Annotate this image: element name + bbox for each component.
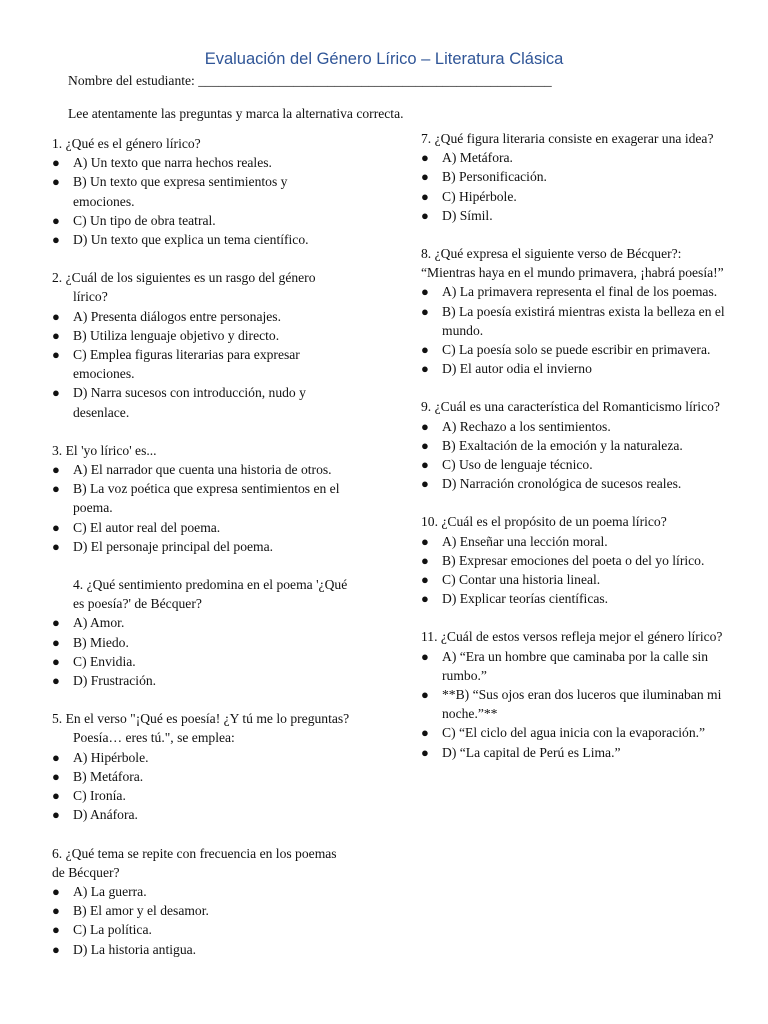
option-text: B) Personificación.	[442, 169, 547, 185]
option-text: D) La historia antigua.	[73, 941, 197, 957]
option-item[interactable]	[52, 633, 352, 652]
bullet-icon: ●	[421, 207, 429, 223]
option-list	[421, 148, 726, 225]
option-item[interactable]	[52, 920, 352, 939]
option-text: C) Hipérbole.	[442, 188, 517, 204]
option-item[interactable]	[52, 652, 352, 671]
bullet-icon: ●	[52, 615, 60, 631]
bullet-icon: ●	[52, 788, 60, 804]
option-text: B) Expresar emociones del poeta o del yo lírico.	[442, 552, 705, 568]
option-text: D) Un texto que explica un tema científico.	[73, 232, 309, 248]
option-item[interactable]	[52, 518, 352, 537]
option-text: C) La política.	[73, 922, 152, 938]
option-item[interactable]	[421, 570, 726, 589]
option-text: B) Miedo.	[73, 634, 129, 650]
option-list	[52, 307, 352, 422]
option-text: A) Rechazo a los sentimientos.	[442, 418, 611, 434]
bullet-icon: ●	[421, 169, 429, 185]
bullet-icon: ●	[52, 922, 60, 938]
option-item[interactable]	[421, 532, 726, 551]
option-item[interactable]	[421, 206, 726, 225]
option-item[interactable]	[421, 589, 726, 608]
bullet-icon: ●	[421, 284, 429, 300]
question-9	[421, 397, 726, 493]
bullet-icon: ●	[52, 538, 60, 554]
question-2	[52, 268, 352, 422]
bullet-icon: ●	[421, 361, 429, 377]
option-item[interactable]	[52, 671, 352, 690]
bullet-icon: ●	[421, 476, 429, 492]
option-text: B) Utiliza lenguaje objetivo y directo.	[73, 327, 280, 343]
question-text: 3. El 'yo lírico' es...	[52, 442, 157, 458]
option-item[interactable]	[421, 187, 726, 206]
option-text: C) Emplea figuras literarias para expresar emociones.	[73, 347, 300, 382]
option-item[interactable]	[52, 537, 352, 556]
option-text: A) Hipérbole.	[73, 749, 149, 765]
student-name-line: Nombre del estudiante: ____________________________________________________	[68, 73, 552, 88]
question-1	[52, 134, 352, 249]
question-5	[52, 709, 352, 824]
option-item[interactable]	[421, 417, 726, 436]
left-column	[52, 134, 352, 978]
question-7	[421, 129, 726, 225]
option-text: C) El autor real del poema.	[73, 519, 221, 535]
option-text: B) El amor y el desamor.	[73, 903, 209, 919]
option-text: C) Uso de lenguaje técnico.	[442, 457, 593, 473]
bullet-icon: ●	[52, 385, 60, 401]
question-text: 10. ¿Cuál es el propósito de un poema lírico?	[421, 514, 667, 530]
option-list	[421, 417, 726, 494]
right-column	[421, 129, 726, 781]
option-list	[421, 647, 726, 762]
question-3	[52, 441, 352, 556]
option-list	[421, 532, 726, 609]
option-text: C) Envidia.	[73, 653, 136, 669]
bullet-icon: ●	[52, 155, 60, 171]
bullet-icon: ●	[421, 744, 429, 760]
option-text: A) “Era un hombre que caminaba por la calle sin rumbo.”	[442, 648, 709, 683]
bullet-icon: ●	[421, 591, 429, 607]
question-text: 5. En el verso "¡Qué es poesía! ¿Y tú me lo preguntas? Poesía… eres tú.", se emplea:	[52, 711, 350, 746]
option-text: A) El narrador que cuenta una historia de otros.	[73, 462, 332, 478]
bullet-icon: ●	[52, 212, 60, 228]
option-text: D) Anáfora.	[73, 807, 138, 823]
option-list	[421, 282, 726, 378]
bullet-icon: ●	[421, 457, 429, 473]
bullet-icon: ●	[52, 232, 60, 248]
option-item[interactable]	[52, 767, 352, 786]
option-text: A) Metáfora.	[442, 150, 513, 166]
bullet-icon: ●	[52, 519, 60, 535]
option-item[interactable]	[52, 230, 352, 249]
question-11	[421, 627, 726, 761]
option-text: C) La poesía solo se puede escribir en primavera.	[442, 342, 711, 358]
option-item[interactable]	[52, 940, 352, 959]
option-item[interactable]	[52, 786, 352, 805]
option-item[interactable]	[52, 383, 352, 421]
question-text: 1. ¿Qué es el género lírico?	[52, 136, 201, 151]
option-text: **B) “Sus ojos eran dos luceros que iluminaban mi noche.”**	[442, 687, 722, 722]
instructions: Lee atentamente las preguntas y marca la alternativa correcta.	[68, 106, 404, 121]
bullet-icon: ●	[421, 150, 429, 166]
question-6	[52, 844, 352, 959]
option-item[interactable]	[52, 307, 352, 326]
option-text: D) Frustración.	[73, 673, 157, 689]
option-text: C) “El ciclo del agua inicia con la evaporación.”	[442, 725, 706, 741]
option-item[interactable]	[421, 359, 726, 378]
question-text: 2. ¿Cuál de los siguientes es un rasgo del género lírico?	[52, 270, 316, 305]
option-text: D) Narración cronológica de sucesos reales.	[442, 476, 682, 492]
option-item[interactable]	[421, 455, 726, 474]
option-item[interactable]	[52, 901, 352, 920]
bullet-icon: ●	[421, 552, 429, 568]
bullet-icon: ●	[52, 903, 60, 919]
option-item[interactable]	[421, 282, 726, 301]
bullet-icon: ●	[52, 673, 60, 689]
option-item[interactable]	[421, 436, 726, 455]
option-item[interactable]	[52, 326, 352, 345]
bullet-icon: ●	[52, 462, 60, 478]
option-text: C) Ironía.	[73, 788, 126, 804]
option-item[interactable]	[421, 743, 726, 762]
bullet-icon: ●	[52, 653, 60, 669]
option-list	[52, 882, 352, 959]
option-text: D) “La capital de Perú es Lima.”	[442, 744, 621, 760]
option-text: C) Contar una historia lineal.	[442, 572, 601, 588]
option-text: D) Narra sucesos con introducción, nudo y desenlace.	[73, 385, 306, 420]
option-item[interactable]	[52, 479, 352, 517]
option-item[interactable]	[52, 882, 352, 901]
option-item[interactable]	[421, 647, 726, 685]
option-item[interactable]	[421, 340, 726, 359]
option-item[interactable]	[52, 172, 352, 210]
question-10	[421, 512, 726, 608]
option-text: D) Explicar teorías científicas.	[442, 591, 609, 607]
bullet-icon: ●	[421, 342, 429, 358]
bullet-icon: ●	[421, 725, 429, 741]
bullet-icon: ●	[421, 188, 429, 204]
option-text: A) Presenta diálogos entre personajes.	[73, 308, 281, 324]
bullet-icon: ●	[52, 941, 60, 957]
option-item[interactable]	[52, 460, 352, 479]
bullet-icon: ●	[421, 648, 429, 664]
option-text: B) La voz poética que expresa sentimientos en el poema.	[73, 481, 340, 516]
question-text: 4. ¿Qué sentimiento predomina en el poema '¿Qué es poesía?' de Bécquer?	[73, 577, 348, 612]
option-text: B) Un texto que expresa sentimientos y emociones.	[73, 174, 288, 209]
bullet-icon: ●	[52, 768, 60, 784]
question-text: 8. ¿Qué expresa el siguiente verso de Bécquer?: “Mientras haya en el mundo primavera, ¡habrá poesía!”	[421, 246, 724, 281]
option-text: A) Amor.	[73, 615, 125, 631]
option-list	[52, 153, 352, 249]
bullet-icon: ●	[52, 481, 60, 497]
bullet-icon: ●	[421, 418, 429, 434]
option-item[interactable]	[52, 613, 352, 632]
option-text: C) Un tipo de obra teatral.	[73, 212, 216, 228]
option-item[interactable]	[52, 345, 352, 383]
option-text: D) El autor odia el invierno	[442, 361, 592, 377]
option-item[interactable]	[421, 685, 726, 723]
option-text: D) El personaje principal del poema.	[73, 538, 274, 554]
option-text: A) La primavera representa el final de los poemas.	[442, 284, 718, 300]
option-item[interactable]	[421, 474, 726, 493]
question-text: 7. ¿Qué figura literaria consiste en exagerar una idea?	[421, 131, 714, 146]
bullet-icon: ●	[52, 174, 60, 190]
option-item[interactable]	[52, 211, 352, 230]
option-list	[52, 460, 352, 556]
option-item[interactable]	[52, 748, 352, 767]
bullet-icon: ●	[52, 327, 60, 343]
option-text: B) Metáfora.	[73, 768, 144, 784]
option-item[interactable]	[52, 153, 352, 172]
bullet-icon: ●	[421, 303, 429, 319]
option-text: D) Símil.	[442, 207, 493, 223]
option-list	[52, 613, 352, 690]
bullet-icon: ●	[421, 687, 429, 703]
option-text: A) La guerra.	[73, 883, 147, 899]
bullet-icon: ●	[52, 807, 60, 823]
option-item[interactable]	[421, 302, 726, 340]
option-text: A) Un texto que narra hechos reales.	[73, 155, 272, 171]
question-text: 11. ¿Cuál de estos versos refleja mejor el género lírico?	[421, 629, 723, 645]
option-item[interactable]	[52, 805, 352, 824]
bullet-icon: ●	[421, 437, 429, 453]
option-text: B) Exaltación de la emoción y la naturaleza.	[442, 437, 683, 453]
bullet-icon: ●	[52, 634, 60, 650]
option-text: B) La poesía existirá mientras exista la belleza en el mundo.	[442, 303, 725, 338]
option-item[interactable]	[421, 167, 726, 186]
bullet-icon: ●	[52, 749, 60, 765]
question-8	[421, 244, 726, 378]
bullet-icon: ●	[52, 347, 60, 363]
option-list	[52, 748, 352, 825]
bullet-icon: ●	[52, 883, 60, 899]
question-text: 9. ¿Cuál es una característica del Romanticismo lírico?	[421, 399, 720, 415]
bullet-icon: ●	[421, 572, 429, 588]
bullet-icon: ●	[421, 533, 429, 549]
question-4	[52, 575, 352, 690]
document-title: Evaluación del Género Lírico – Literatura Clásica	[204, 50, 564, 68]
option-item[interactable]	[421, 551, 726, 570]
option-item[interactable]	[421, 723, 726, 742]
option-item[interactable]	[421, 148, 726, 167]
bullet-icon: ●	[52, 308, 60, 324]
option-text: A) Enseñar una lección moral.	[442, 533, 608, 549]
question-text: 6. ¿Qué tema se repite con frecuencia en los poemas de Bécquer?	[52, 845, 337, 880]
